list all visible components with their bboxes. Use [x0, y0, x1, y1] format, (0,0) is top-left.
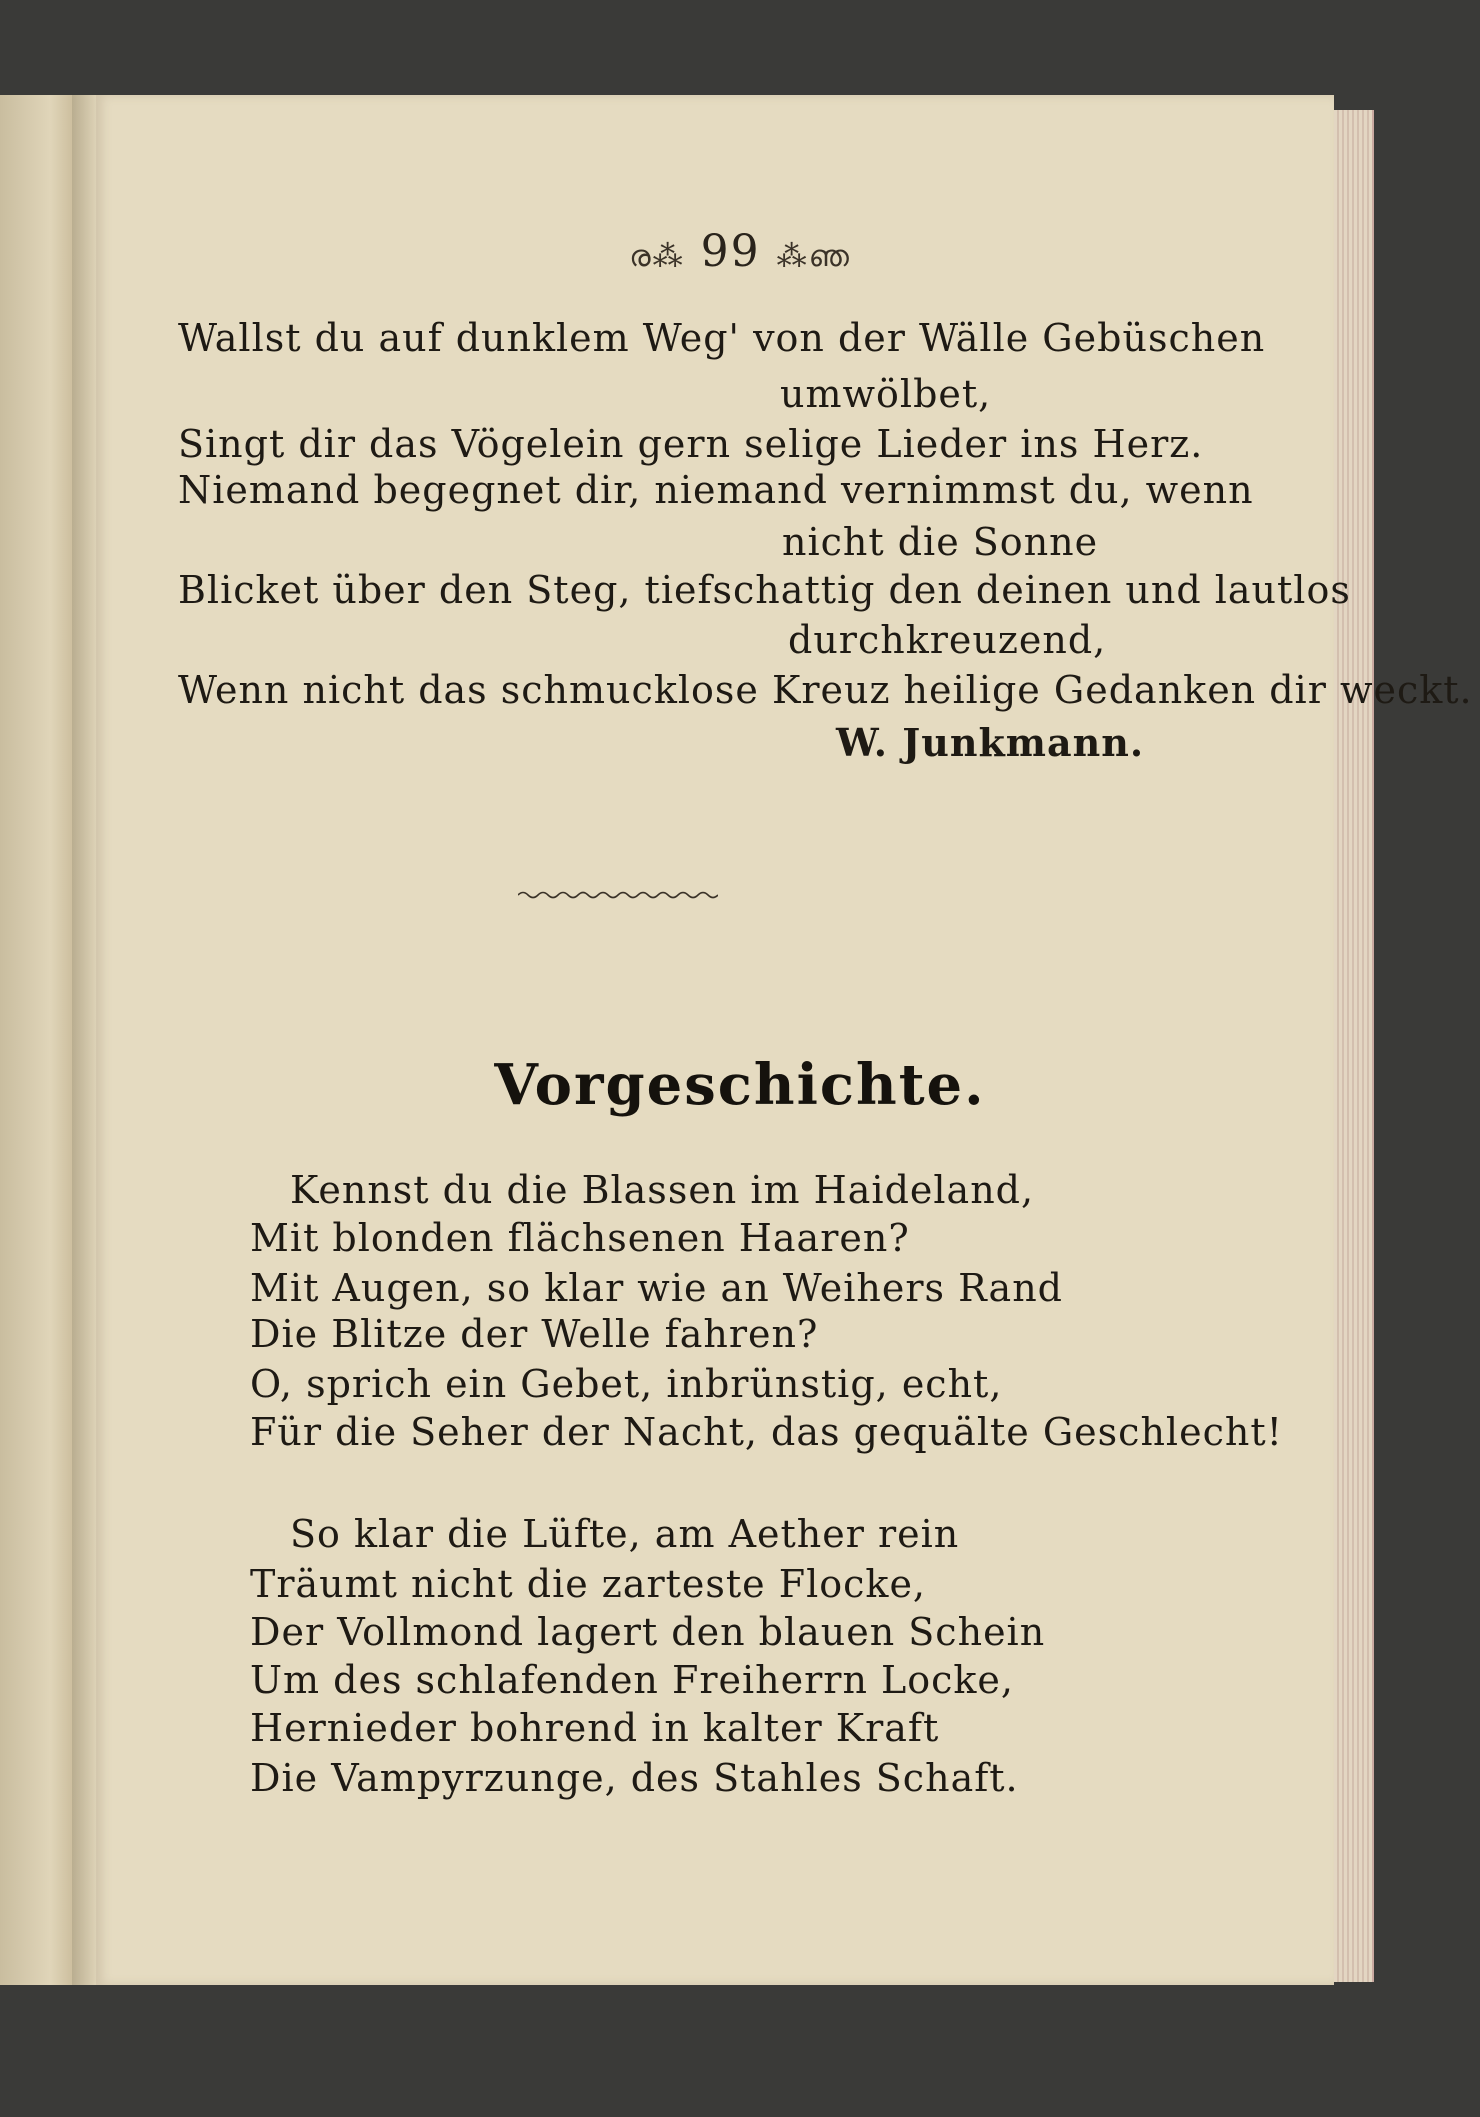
poem2-stanza1-line: Für die Seher der Nacht, das gequälte Geschlecht!: [250, 1410, 1283, 1454]
poem2-stanza1-line: Die Blitze der Welle fahren?: [250, 1312, 819, 1356]
poem1-author: W. Junkmann.: [836, 720, 1145, 765]
poem2-stanza1-line: Mit blonden flächsenen Haaren?: [250, 1216, 910, 1260]
poem1-line: Wallst du auf dunklem Weg' von der Wälle Gebüschen: [178, 316, 1266, 360]
page-number-text: 99: [700, 226, 761, 277]
poem2-stanza2-line: Um des schlafenden Freiherrn Locke,: [250, 1658, 1014, 1702]
poem2-stanza2-line: Die Vampyrzunge, des Stahles Schaft.: [250, 1756, 1019, 1800]
poem2-stanza2-line: Der Vollmond lagert den blauen Schein: [250, 1610, 1046, 1654]
poem1-line: Niemand begegnet dir, niemand vernimmst du, wenn: [178, 468, 1254, 512]
poem2-stanza1-line: O, sprich ein Gebet, inbrünstig, echt,: [250, 1362, 1003, 1406]
ornament-right-icon: ⁂ഞ: [776, 239, 851, 274]
section-divider: [518, 888, 718, 902]
poem2-stanza1-line: Mit Augen, so klar wie an Weihers Rand: [250, 1266, 1064, 1310]
facing-page-edge: [0, 95, 74, 1985]
poem1-line: Blicket über den Steg, tiefschattig den deinen und lautlos: [178, 568, 1351, 612]
poem1-line: nicht die Sonne: [782, 520, 1099, 564]
poem1-line: Wenn nicht das schmucklose Kreuz heilige Gedanken dir weckt.: [178, 668, 1473, 712]
page-stack-edge: [1334, 110, 1374, 1982]
poem1-line: durchkreuzend,: [788, 618, 1107, 662]
book-gutter: [72, 95, 96, 1985]
poem1-line: Singt dir das Vögelein gern selige Lieder ins Herz.: [178, 422, 1204, 466]
poem2-stanza2-line: Hernieder bohrend in kalter Kraft: [250, 1706, 940, 1750]
poem2-stanza2-line: Träumt nicht die zarteste Flocke,: [250, 1562, 927, 1606]
poem2-title: Vorgeschichte.: [494, 1052, 986, 1118]
poem1-line: umwölbet,: [780, 372, 992, 416]
ornament-left-icon: ര⁂: [629, 239, 685, 274]
poem2-stanza2-line: So klar die Lüfte, am Aether rein: [290, 1512, 960, 1556]
page-number: [0, 226, 1480, 277]
poem2-stanza1-line: Kennst du die Blassen im Haideland,: [290, 1168, 1035, 1212]
